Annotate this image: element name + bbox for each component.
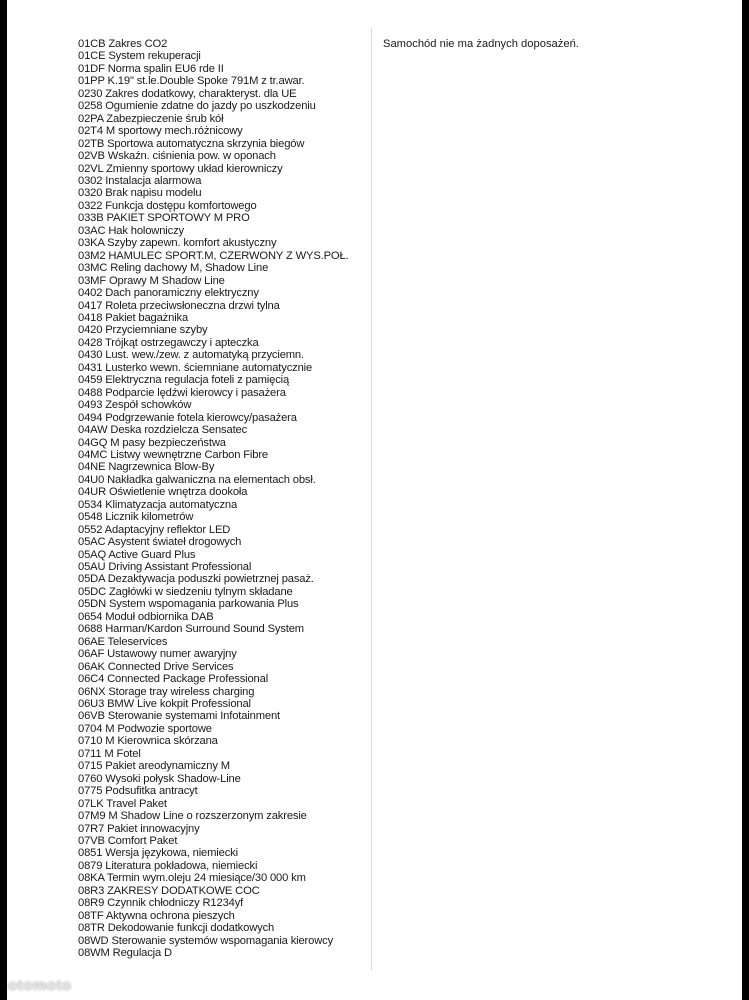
equipment-item: 0430 Lust. wew./zew. z automatyką przyciemn.	[78, 349, 304, 362]
equipment-item: 05DN System wspomagania parkowania Plus	[78, 598, 299, 611]
equipment-item: 0258 Ogumienie zdatne do jazdy po uszkodzeniu	[78, 100, 316, 113]
equipment-item: 07R7 Pakiet innowacyjny	[78, 822, 200, 835]
equipment-item: 04GQ M pasy bezpieczeństwa	[78, 436, 226, 449]
equipment-item: 0431 Lusterko wewn. ściemniane automatycznie	[78, 361, 313, 374]
equipment-item: 0704 M Podwozie sportowe	[78, 722, 212, 735]
equipment-item: 06AF Ustawowy numer awaryjny	[78, 648, 237, 661]
equipment-item: 08TR Dekodowanie funkcji dodatkowych	[78, 922, 275, 935]
equipment-item: 05DA Dezaktywacja poduszki powietrznej pasaż.	[78, 573, 314, 586]
equipment-item: 0493 Zespół schowków	[78, 399, 192, 412]
column-divider	[371, 28, 372, 970]
equipment-item: 08KA Termin wym.oleju 24 miesiące/30 000 km	[78, 872, 306, 885]
equipment-item: 06VB Sterowanie systemami Infotainment	[78, 710, 280, 723]
equipment-item: 0879 Literatura pokładowa, niemiecki	[78, 859, 258, 872]
watermark-logo: otomoto	[8, 977, 72, 994]
no-extras-note: Samochód nie ma żadnych doposażeń.	[383, 38, 579, 50]
equipment-item: 0688 Harman/Kardon Surround Sound System	[78, 623, 304, 636]
document-page	[7, 0, 742, 1000]
equipment-item: 08R9 Czynnik chłodniczy R1234yf	[78, 897, 244, 910]
equipment-item: 0420 Przyciemniane szyby	[78, 324, 208, 337]
equipment-item: 0418 Pakiet bagażnika	[78, 311, 189, 324]
equipment-item: 05AC Asystent świateł drogowych	[78, 536, 242, 549]
equipment-item: 0302 Instalacja alarmowa	[78, 174, 202, 187]
equipment-item: 01CB Zakres CO2	[78, 38, 168, 50]
equipment-item: 0552 Adaptacyjny reflektor LED	[78, 523, 231, 536]
equipment-item: 02VL Zmienny sportowy układ kierowniczy	[78, 162, 283, 175]
equipment-item: 0402 Dach panoramiczny elektryczny	[78, 287, 259, 300]
equipment-item: 03KA Szyby zapewn. komfort akustyczny	[78, 237, 277, 250]
equipment-item: 06C4 Connected Package Professional	[78, 673, 269, 686]
equipment-item: 04AW Deska rozdzielcza Sensatec	[78, 424, 248, 437]
equipment-item: 05DC Zagłówki w siedzeniu tylnym składane	[78, 585, 293, 598]
equipment-item: 0488 Podparcie lędźwi kierowcy i pasażera	[78, 386, 286, 399]
equipment-item: 0230 Zakres dodatkowy, charakteryst. dla UE	[78, 87, 297, 100]
equipment-list	[78, 38, 363, 960]
equipment-item: 0711 M Fotel	[78, 747, 141, 760]
equipment-item: 05AQ Active Guard Plus	[78, 548, 196, 561]
equipment-item: 06AK Connected Drive Services	[78, 660, 234, 673]
equipment-item: 08WD Sterowanie systemów wspomagania kierowcy	[78, 934, 334, 947]
equipment-item: 0459 Elektryczna regulacja foteli z pamięcią	[78, 374, 290, 387]
equipment-item: 0322 Funkcja dostępu komfortowego	[78, 199, 257, 212]
equipment-item: 04U0 Nakładka galwaniczna na elementach obsł.	[78, 473, 316, 486]
equipment-item: 07VB Comfort Paket	[78, 835, 178, 847]
equipment-item: 01CE System rekuperacji	[78, 50, 201, 63]
equipment-item: 0417 Roleta przeciwsłoneczna drzwi tylna	[78, 299, 280, 312]
equipment-item: 0548 Licznik kilometrów	[78, 511, 194, 524]
equipment-item: 06NX Storage tray wireless charging	[78, 685, 255, 698]
equipment-item: 033B PAKIET SPORTOWY M PRO	[78, 212, 250, 225]
equipment-item: 01PP K.19" st.le.Double Spoke 791M z tr.awar.	[78, 75, 305, 88]
equipment-item: 03M2 HAMULEC SPORT.M, CZERWONY Z WYS.POŁ.	[78, 249, 349, 262]
equipment-item: 0320 Brak napisu modelu	[78, 187, 202, 200]
equipment-item: 03AC Hak holowniczy	[78, 224, 184, 237]
equipment-item: 01DF Norma spalin EU6 rde II	[78, 62, 224, 75]
equipment-item: 04MC Listwy wewnętrzne Carbon Fibre	[78, 448, 268, 461]
equipment-item: 07M9 M Shadow Line o rozszerzonym zakresie	[78, 810, 307, 823]
equipment-item: 0428 Trójkąt ostrzegawczy i apteczka	[78, 336, 259, 349]
equipment-item: 0775 Podsufitka antracyt	[78, 785, 198, 798]
equipment-item: 02PA Zabezpieczenie śrub kół	[78, 112, 224, 125]
equipment-item: 0654 Moduł odbiornika DAB	[78, 610, 214, 623]
equipment-item: 07LK Travel Paket	[78, 797, 167, 810]
equipment-item: 0760 Wysoki połysk Shadow-Line	[78, 772, 241, 785]
equipment-item: 02T4 M sportowy mech.różnicowy	[78, 125, 243, 138]
equipment-item: 0851 Wersja językowa, niemiecki	[78, 847, 238, 860]
equipment-item: 08R3 ZAKRESY DODATKOWE COC	[78, 884, 260, 897]
equipment-item: 06AE Teleservices	[78, 635, 168, 648]
equipment-item: 03MC Reling dachowy M, Shadow Line	[78, 262, 269, 275]
equipment-item: 06U3 BMW Live kokpit Professional	[78, 698, 251, 711]
equipment-item: 03MF Oprawy M Shadow Line	[78, 274, 225, 287]
equipment-item: 04NE Nagrzewnica Blow-By	[78, 461, 215, 474]
equipment-item: 0710 M Kierownica skórzana	[78, 735, 218, 748]
equipment-item: 0715 Pakiet areodynamiczny M	[78, 760, 230, 773]
equipment-item: 02VB Wskaźn. ciśnienia pow. w oponach	[78, 150, 276, 163]
equipment-item: 04UR Oświetlenie wnętrza dookoła	[78, 486, 248, 499]
equipment-item: 0494 Podgrzewanie fotela kierowcy/pasażera	[78, 411, 297, 424]
equipment-item: 08WM Regulacja D	[78, 947, 172, 960]
equipment-item: 0534 Klimatyzacja automatyczna	[78, 498, 238, 511]
equipment-item: 05AU Driving Assistant Professional	[78, 561, 252, 574]
equipment-item: 02TB Sportowa automatyczna skrzynia biegów	[78, 137, 305, 150]
equipment-item: 08TF Aktywna ochrona pieszych	[78, 909, 235, 922]
